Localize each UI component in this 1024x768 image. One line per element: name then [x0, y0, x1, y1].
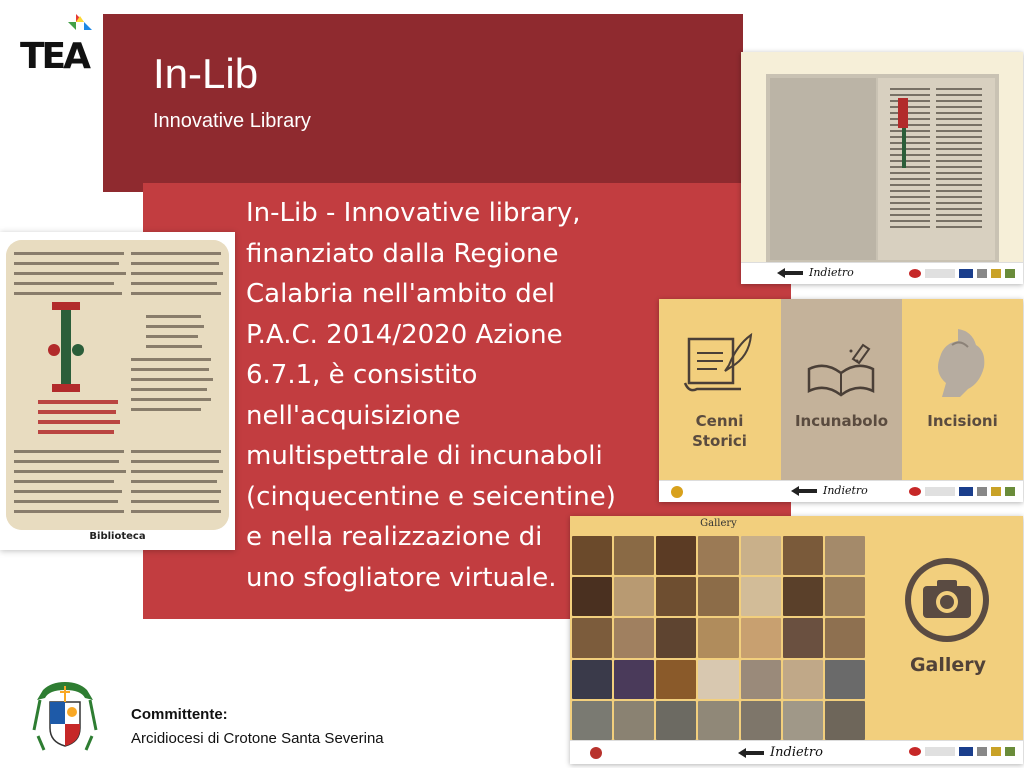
gallery-photo[interactable]: [572, 577, 612, 616]
diocese-crest-icon: [30, 680, 100, 758]
back-label: Indietro: [770, 745, 823, 760]
gallery-photo[interactable]: [825, 701, 865, 740]
funding-logos: [909, 487, 1015, 496]
italy-emblem-icon: [977, 487, 987, 496]
gallery-photo[interactable]: [614, 618, 654, 657]
gallery-screen: [570, 516, 1023, 764]
tile-cenni-storici[interactable]: [659, 299, 780, 481]
library-card[interactable]: [0, 232, 235, 550]
logo-mark-icon: [58, 12, 94, 36]
tea-logo: [20, 12, 96, 77]
gallery-photo[interactable]: [741, 618, 781, 657]
gallery-photo[interactable]: [698, 618, 738, 657]
gallery-label: Gallery: [909, 654, 987, 676]
book-image: [766, 74, 999, 264]
back-arrow-icon: [777, 268, 803, 278]
gallery-photo[interactable]: [614, 536, 654, 575]
gallery-photo[interactable]: [698, 577, 738, 616]
manuscript-image: [6, 240, 229, 530]
gallery-photo[interactable]: [656, 536, 696, 575]
back-arrow-icon: [738, 748, 764, 758]
tile-incunabolo[interactable]: [781, 299, 902, 481]
gallery-photo[interactable]: [783, 660, 823, 699]
gallery-photo[interactable]: [572, 701, 612, 740]
gallery-photo[interactable]: [783, 536, 823, 575]
header-block: [103, 14, 743, 192]
gallery-photo[interactable]: [741, 577, 781, 616]
gallery-photo[interactable]: [656, 577, 696, 616]
gallery-photo[interactable]: [572, 618, 612, 657]
calabria-emblem-icon: [991, 747, 1001, 756]
back-button[interactable]: [791, 484, 868, 497]
page-subtitle: Innovative Library: [153, 110, 311, 132]
tile-label-cenni-storici: Cenni Storici: [692, 412, 747, 450]
tile-label-incisioni: Incisioni: [927, 412, 998, 430]
gallery-photo[interactable]: [698, 701, 738, 740]
back-label: Indietro: [809, 266, 854, 279]
por-text-icon: [925, 269, 955, 278]
italy-emblem-icon: [977, 269, 987, 278]
gallery-photo[interactable]: [656, 618, 696, 657]
committente-value: Arcidiocesi di Crotone Santa Severina: [131, 730, 384, 747]
page-title: In-Lib: [153, 50, 259, 97]
eu-flag-icon: [959, 269, 973, 278]
menu-screen: [659, 299, 1023, 502]
back-button[interactable]: [777, 266, 854, 279]
eu-flag-icon: [959, 487, 973, 496]
gallery-photo[interactable]: [741, 660, 781, 699]
por-text-icon: [925, 747, 955, 756]
back-button[interactable]: [738, 745, 823, 760]
gallery-photo[interactable]: [656, 701, 696, 740]
back-arrow-icon: [791, 486, 817, 496]
camera-icon: [903, 556, 991, 644]
gallery-button[interactable]: [873, 516, 1023, 740]
eu-flag-icon: [959, 747, 973, 756]
gallery-photo[interactable]: [741, 536, 781, 575]
por-logo-icon: [909, 747, 921, 756]
gallery-photo[interactable]: [825, 536, 865, 575]
rosette-icon: [671, 486, 683, 498]
gallery-photo[interactable]: [614, 660, 654, 699]
gallery-photo[interactable]: [656, 660, 696, 699]
scroll-quill-icon: [681, 329, 757, 399]
funding-logos: [909, 269, 1015, 278]
funding-logos: [909, 747, 1015, 756]
gallery-photo[interactable]: [698, 660, 738, 699]
sculpture-icon: [928, 325, 998, 401]
screen3-footer: [570, 740, 1023, 764]
tile-incisioni[interactable]: [902, 299, 1023, 481]
screen2-footer: [659, 480, 1023, 502]
italy-emblem-icon: [977, 747, 987, 756]
gallery-photo[interactable]: [825, 577, 865, 616]
por-logo-icon: [909, 487, 921, 496]
crest-small-icon: [1005, 747, 1015, 756]
screen1-footer: [741, 262, 1023, 284]
crest-small-icon: [1005, 487, 1015, 496]
open-book-icon: [803, 339, 879, 399]
description-text: In-Lib - Innovative library, finanziato dalla Regione Calabria nell'ambito del P.A.C. 2014/2020 Azione 6.7.1, è consistito nell'acquisizione multispettrale di incunaboli (cinquecentine e seicentine) e nella realizzazione di uno sfogliatore virtuale.: [246, 198, 616, 593]
gallery-photo[interactable]: [783, 618, 823, 657]
committente-label: Committente:: [131, 706, 228, 723]
gallery-photo[interactable]: [825, 618, 865, 657]
gallery-photo[interactable]: [783, 701, 823, 740]
gallery-photo[interactable]: [741, 701, 781, 740]
gallery-photo[interactable]: [783, 577, 823, 616]
gallery-photo[interactable]: [825, 660, 865, 699]
book-viewer-screen[interactable]: [741, 52, 1023, 284]
gallery-photo[interactable]: [572, 536, 612, 575]
crest-small-icon: [1005, 269, 1015, 278]
gallery-title: Gallery: [700, 518, 737, 529]
por-logo-icon: [909, 269, 921, 278]
calabria-emblem-icon: [991, 269, 1001, 278]
calabria-emblem-icon: [991, 487, 1001, 496]
back-label: Indietro: [823, 484, 868, 497]
logo-text: TEA: [20, 36, 89, 77]
gallery-photo[interactable]: [698, 536, 738, 575]
gallery-photo[interactable]: [614, 577, 654, 616]
por-text-icon: [925, 487, 955, 496]
tile-label-incunabolo: Incunabolo: [794, 412, 889, 430]
gallery-photo[interactable]: [614, 701, 654, 740]
photo-grid: [572, 536, 865, 740]
library-caption: Biblioteca: [89, 531, 146, 542]
gallery-photo[interactable]: [572, 660, 612, 699]
rosette-icon: [590, 747, 602, 759]
